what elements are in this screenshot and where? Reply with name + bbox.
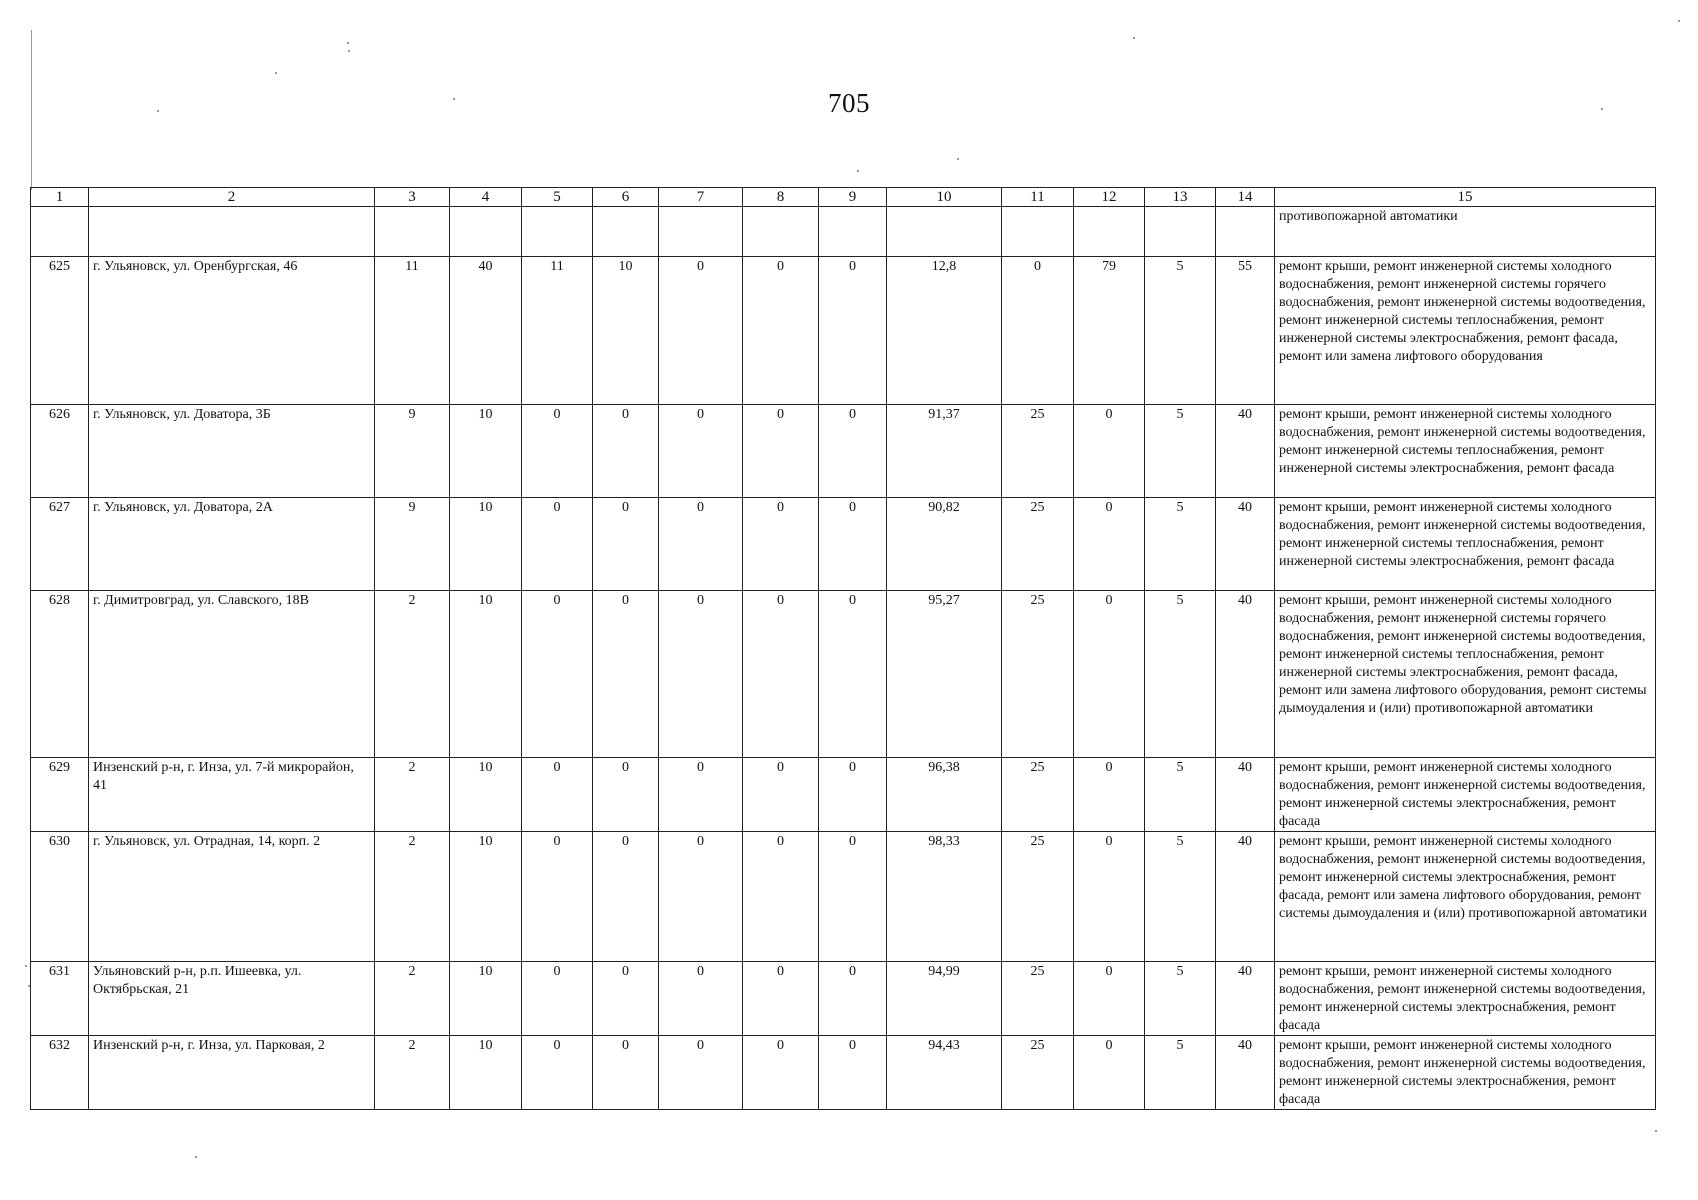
value-cell: 2 bbox=[375, 832, 450, 962]
column-header: 9 bbox=[819, 188, 887, 207]
value-cell: 0 bbox=[1074, 1036, 1145, 1110]
value-cell: 10 bbox=[450, 758, 522, 832]
value-cell: 0 bbox=[819, 832, 887, 962]
works-cell: ремонт крыши, ремонт инженерной системы холодного водоснабжения, ремонт инженерной системы водоотведения, ремонт инженерной системы электроснабжения, ремонт фасада bbox=[1275, 1036, 1656, 1110]
address-cell: г. Димитровград, ул. Славского, 18В bbox=[89, 591, 375, 758]
value-cell: 5 bbox=[1145, 405, 1216, 498]
column-header: 4 bbox=[450, 188, 522, 207]
value-cell: 98,33 bbox=[887, 832, 1002, 962]
scan-speck bbox=[1133, 37, 1135, 39]
value-cell: 90,82 bbox=[887, 498, 1002, 591]
value-cell: 25 bbox=[1002, 832, 1074, 962]
table-row bbox=[31, 498, 1656, 591]
value-cell: 40 bbox=[1216, 962, 1275, 1036]
works-cell: ремонт крыши, ремонт инженерной системы холодного водоснабжения, ремонт инженерной системы горячего водоснабжения, ремонт инженерной системы водоотведения, ремонт инженерной системы теплоснабжения, ремонт инженерной системы электроснабжения, ремонт фасада, ремонт или замена лифтового оборудования, ремонт системы дымоудаления и (или) противопожарной автоматики bbox=[1275, 591, 1656, 758]
table-cell bbox=[1002, 207, 1074, 257]
value-cell: 9 bbox=[375, 498, 450, 591]
value-cell: 0 bbox=[819, 257, 887, 405]
table-cell bbox=[743, 207, 819, 257]
table-row bbox=[31, 257, 1656, 405]
row-number: 627 bbox=[31, 498, 89, 591]
value-cell: 0 bbox=[593, 591, 659, 758]
value-cell: 10 bbox=[593, 257, 659, 405]
column-header: 2 bbox=[89, 188, 375, 207]
scan-speck bbox=[275, 72, 277, 74]
value-cell: 0 bbox=[819, 962, 887, 1036]
value-cell: 0 bbox=[1074, 758, 1145, 832]
scan-speck bbox=[195, 1156, 197, 1158]
scan-speck bbox=[1655, 1130, 1657, 1132]
row-number: 630 bbox=[31, 832, 89, 962]
table-cell bbox=[819, 207, 887, 257]
works-cell: ремонт крыши, ремонт инженерной системы холодного водоснабжения, ремонт инженерной системы горячего водоснабжения, ремонт инженерной системы водоотведения, ремонт инженерной системы теплоснабжения, ремонт инженерной системы электроснабжения, ремонт фасада, ремонт или замена лифтового оборудования bbox=[1275, 257, 1656, 405]
table-cell bbox=[31, 207, 89, 257]
continuation-row bbox=[31, 207, 1656, 257]
works-cell: противопожарной автоматики bbox=[1275, 207, 1656, 257]
value-cell: 11 bbox=[522, 257, 593, 405]
value-cell: 0 bbox=[819, 591, 887, 758]
value-cell: 0 bbox=[743, 498, 819, 591]
scan-speck bbox=[25, 965, 27, 967]
value-cell: 0 bbox=[743, 1036, 819, 1110]
value-cell: 0 bbox=[522, 591, 593, 758]
table-row bbox=[31, 1036, 1656, 1110]
value-cell: 0 bbox=[1074, 498, 1145, 591]
value-cell: 0 bbox=[1074, 962, 1145, 1036]
value-cell: 0 bbox=[522, 405, 593, 498]
value-cell: 0 bbox=[743, 962, 819, 1036]
value-cell: 40 bbox=[1216, 758, 1275, 832]
repair-plan-table bbox=[30, 187, 1656, 1110]
value-cell: 0 bbox=[819, 498, 887, 591]
value-cell: 5 bbox=[1145, 257, 1216, 405]
table-row bbox=[31, 405, 1656, 498]
value-cell: 0 bbox=[593, 758, 659, 832]
table-cell bbox=[89, 207, 375, 257]
value-cell: 5 bbox=[1145, 498, 1216, 591]
column-header: 1 bbox=[31, 188, 89, 207]
table-cell bbox=[1216, 207, 1275, 257]
table-cell bbox=[522, 207, 593, 257]
scan-speck bbox=[348, 50, 350, 52]
value-cell: 10 bbox=[450, 405, 522, 498]
column-header: 5 bbox=[522, 188, 593, 207]
value-cell: 94,43 bbox=[887, 1036, 1002, 1110]
value-cell: 0 bbox=[659, 832, 743, 962]
value-cell: 96,38 bbox=[887, 758, 1002, 832]
value-cell: 0 bbox=[743, 405, 819, 498]
column-number-header-row bbox=[31, 188, 1656, 207]
works-cell: ремонт крыши, ремонт инженерной системы холодного водоснабжения, ремонт инженерной системы водоотведения, ремонт инженерной системы электроснабжения, ремонт фасада bbox=[1275, 962, 1656, 1036]
value-cell: 0 bbox=[659, 591, 743, 758]
value-cell: 10 bbox=[450, 498, 522, 591]
value-cell: 0 bbox=[593, 1036, 659, 1110]
value-cell: 2 bbox=[375, 1036, 450, 1110]
value-cell: 25 bbox=[1002, 591, 1074, 758]
value-cell: 40 bbox=[450, 257, 522, 405]
value-cell: 0 bbox=[743, 832, 819, 962]
works-cell: ремонт крыши, ремонт инженерной системы холодного водоснабжения, ремонт инженерной системы водоотведения, ремонт инженерной системы электроснабжения, ремонт фасада bbox=[1275, 758, 1656, 832]
value-cell: 25 bbox=[1002, 758, 1074, 832]
value-cell: 0 bbox=[593, 498, 659, 591]
value-cell: 0 bbox=[659, 758, 743, 832]
value-cell: 0 bbox=[659, 405, 743, 498]
value-cell: 0 bbox=[743, 257, 819, 405]
scan-speck bbox=[957, 158, 959, 160]
value-cell: 2 bbox=[375, 591, 450, 758]
row-number: 631 bbox=[31, 962, 89, 1036]
address-cell: Инзенский р-н, г. Инза, ул. 7-й микрорайон, 41 bbox=[89, 758, 375, 832]
value-cell: 0 bbox=[522, 962, 593, 1036]
value-cell: 40 bbox=[1216, 832, 1275, 962]
value-cell: 25 bbox=[1002, 962, 1074, 1036]
value-cell: 0 bbox=[659, 962, 743, 1036]
value-cell: 11 bbox=[375, 257, 450, 405]
value-cell: 0 bbox=[593, 405, 659, 498]
table-cell bbox=[450, 207, 522, 257]
value-cell: 0 bbox=[1002, 257, 1074, 405]
value-cell: 0 bbox=[819, 758, 887, 832]
table-row bbox=[31, 962, 1656, 1036]
value-cell: 0 bbox=[743, 758, 819, 832]
value-cell: 5 bbox=[1145, 962, 1216, 1036]
scan-speck bbox=[857, 170, 859, 172]
row-number: 632 bbox=[31, 1036, 89, 1110]
value-cell: 0 bbox=[743, 591, 819, 758]
table-row bbox=[31, 758, 1656, 832]
value-cell: 2 bbox=[375, 758, 450, 832]
column-header: 3 bbox=[375, 188, 450, 207]
value-cell: 0 bbox=[659, 257, 743, 405]
value-cell: 0 bbox=[593, 962, 659, 1036]
value-cell: 40 bbox=[1216, 1036, 1275, 1110]
value-cell: 0 bbox=[522, 498, 593, 591]
scan-speck bbox=[1678, 20, 1680, 22]
value-cell: 5 bbox=[1145, 1036, 1216, 1110]
value-cell: 91,37 bbox=[887, 405, 1002, 498]
value-cell: 0 bbox=[522, 832, 593, 962]
value-cell: 40 bbox=[1216, 405, 1275, 498]
table-row bbox=[31, 832, 1656, 962]
address-cell: г. Ульяновск, ул. Доватора, 2А bbox=[89, 498, 375, 591]
address-cell: Инзенский р-н, г. Инза, ул. Парковая, 2 bbox=[89, 1036, 375, 1110]
value-cell: 0 bbox=[659, 498, 743, 591]
value-cell: 0 bbox=[819, 405, 887, 498]
value-cell: 0 bbox=[522, 1036, 593, 1110]
value-cell: 10 bbox=[450, 962, 522, 1036]
row-number: 626 bbox=[31, 405, 89, 498]
value-cell: 12,8 bbox=[887, 257, 1002, 405]
value-cell: 0 bbox=[522, 758, 593, 832]
address-cell: Ульяновский р-н, р.п. Ишеевка, ул. Октябрьская, 21 bbox=[89, 962, 375, 1036]
scan-speck bbox=[347, 42, 349, 44]
column-header: 8 bbox=[743, 188, 819, 207]
column-header: 13 bbox=[1145, 188, 1216, 207]
value-cell: 0 bbox=[659, 1036, 743, 1110]
value-cell: 10 bbox=[450, 1036, 522, 1110]
column-header: 10 bbox=[887, 188, 1002, 207]
page-number: 705 bbox=[828, 88, 870, 118]
value-cell: 25 bbox=[1002, 498, 1074, 591]
value-cell: 5 bbox=[1145, 832, 1216, 962]
works-cell: ремонт крыши, ремонт инженерной системы холодного водоснабжения, ремонт инженерной системы водоотведения, ремонт инженерной системы электроснабжения, ремонт фасада, ремонт или замена лифтового оборудования, ремонт системы дымоудаления и (или) противопожарной автоматики bbox=[1275, 832, 1656, 962]
address-cell: г. Ульяновск, ул. Доватора, 3Б bbox=[89, 405, 375, 498]
value-cell: 5 bbox=[1145, 591, 1216, 758]
value-cell: 25 bbox=[1002, 405, 1074, 498]
table-cell bbox=[1145, 207, 1216, 257]
row-number: 628 bbox=[31, 591, 89, 758]
value-cell: 0 bbox=[1074, 405, 1145, 498]
value-cell: 10 bbox=[450, 591, 522, 758]
column-header: 12 bbox=[1074, 188, 1145, 207]
column-header: 6 bbox=[593, 188, 659, 207]
value-cell: 0 bbox=[593, 832, 659, 962]
value-cell: 10 bbox=[450, 832, 522, 962]
value-cell: 5 bbox=[1145, 758, 1216, 832]
table-cell bbox=[1074, 207, 1145, 257]
column-header: 14 bbox=[1216, 188, 1275, 207]
works-cell: ремонт крыши, ремонт инженерной системы холодного водоснабжения, ремонт инженерной системы водоотведения, ремонт инженерной системы теплоснабжения, ремонт инженерной системы электроснабжения, ремонт фасада bbox=[1275, 405, 1656, 498]
row-number: 625 bbox=[31, 257, 89, 405]
value-cell: 55 bbox=[1216, 257, 1275, 405]
value-cell: 9 bbox=[375, 405, 450, 498]
table-cell bbox=[375, 207, 450, 257]
value-cell: 0 bbox=[1074, 832, 1145, 962]
table-cell bbox=[593, 207, 659, 257]
value-cell: 0 bbox=[819, 1036, 887, 1110]
value-cell: 95,27 bbox=[887, 591, 1002, 758]
value-cell: 0 bbox=[1074, 591, 1145, 758]
value-cell: 40 bbox=[1216, 591, 1275, 758]
column-header: 7 bbox=[659, 188, 743, 207]
value-cell: 79 bbox=[1074, 257, 1145, 405]
table-row bbox=[31, 591, 1656, 758]
column-header: 11 bbox=[1002, 188, 1074, 207]
column-header: 15 bbox=[1275, 188, 1656, 207]
address-cell: г. Ульяновск, ул. Отрадная, 14, корп. 2 bbox=[89, 832, 375, 962]
value-cell: 40 bbox=[1216, 498, 1275, 591]
table-cell bbox=[659, 207, 743, 257]
table-cell bbox=[887, 207, 1002, 257]
value-cell: 25 bbox=[1002, 1036, 1074, 1110]
value-cell: 2 bbox=[375, 962, 450, 1036]
address-cell: г. Ульяновск, ул. Оренбургская, 46 bbox=[89, 257, 375, 405]
value-cell: 94,99 bbox=[887, 962, 1002, 1036]
works-cell: ремонт крыши, ремонт инженерной системы холодного водоснабжения, ремонт инженерной системы водоотведения, ремонт инженерной системы теплоснабжения, ремонт инженерной системы электроснабжения, ремонт фасада bbox=[1275, 498, 1656, 591]
row-number: 629 bbox=[31, 758, 89, 832]
